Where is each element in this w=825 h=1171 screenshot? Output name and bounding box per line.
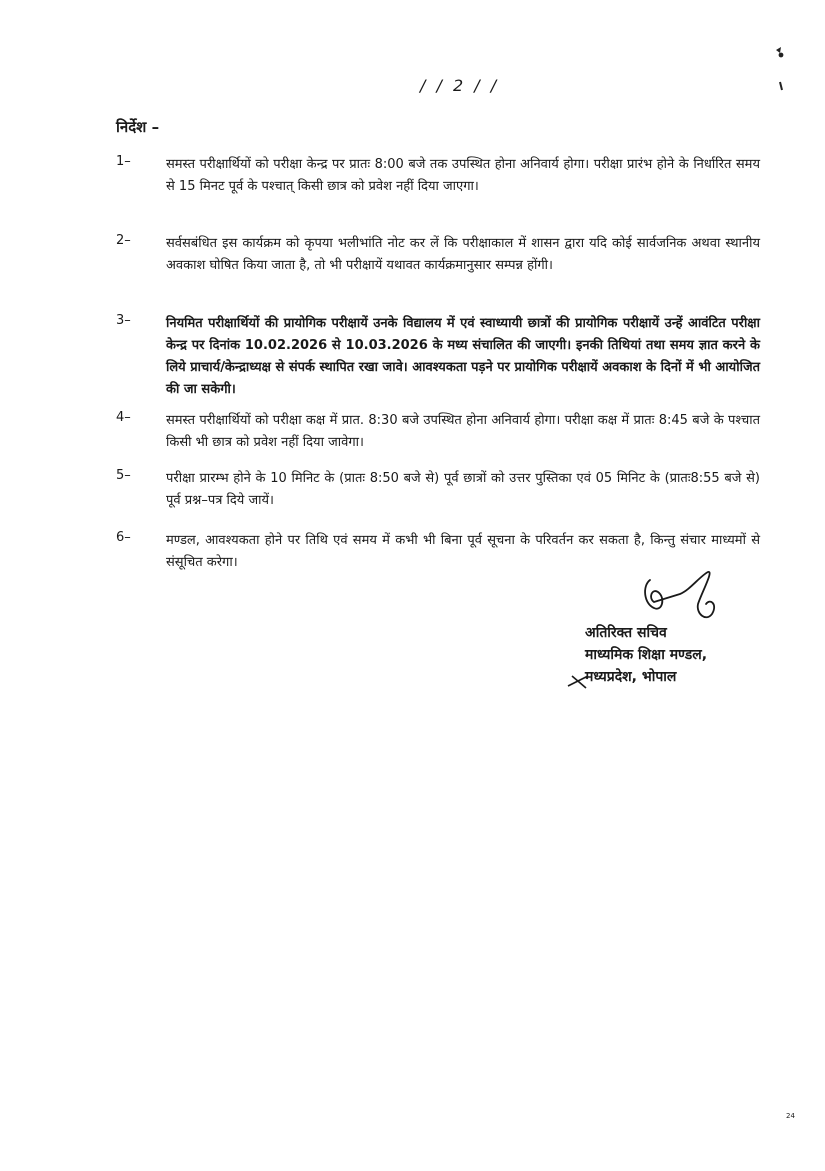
item-text: समस्त परीक्षार्थियों को परीक्षा केन्द्र पर प्रातः 8:00 बजे तक उपस्थित होना अनिवार्य होगा। परीक्षा प्रारंभ होने के निर्धारित समय से 15 मिनट पूर्व के पश्चात् किसी छात्र को प्रवेश नहीं दिया जाएगा। bbox=[166, 157, 760, 194]
item-number: 4– bbox=[116, 410, 131, 425]
item-number: 5– bbox=[116, 468, 131, 483]
initial-mark-icon bbox=[566, 672, 592, 690]
item-text: नियमित परीक्षार्थियों की प्रायोगिक परीक्षायें उनके विद्यालय में एवं स्वाध्यायी छात्रों की प्रायोगिक परीक्षायें उन्हें आवंटित परीक्षा केन्द्र पर दिनांक 10.02.2026 से 10.03.2026 के मध्य संचालित की जाएगी। इनकी तिथियां तथा समय ज्ञात करने के लिये प्राचार्य/केन्द्राध्यक्ष से संपर्क स्थापित रखा जावे। आवश्यकता पड़ने पर प्रायोगिक परीक्षायें अवकाश के दिनों में भी आयोजित की जा सकेगी। bbox=[166, 316, 760, 397]
instructions-heading: निर्देश – bbox=[116, 118, 160, 136]
signatory-location: मध्यप्रदेश, भोपाल bbox=[585, 669, 677, 685]
signature-icon bbox=[640, 568, 720, 630]
item-number: 2– bbox=[116, 233, 131, 248]
item-number: 1– bbox=[116, 154, 131, 169]
item-text: मण्डल, आवश्यकता होने पर तिथि एवं समय में कभी भी बिना पूर्व सूचना के परिवर्तन कर सकता है, किन्तु संचार माध्यमों से संसूचित करेगा। bbox=[166, 533, 760, 570]
item-text: परीक्षा प्रारम्भ होने के 10 मिनिट के (प्रातः 8:50 बजे से) पूर्व छात्रों को उत्तर पुस्तिका एवं 05 मिनिट के (प्रातः8:55 बजे से) पूर्व प्रश्न–पत्र दिये जायें। bbox=[166, 471, 760, 508]
item-number: 3– bbox=[116, 313, 131, 328]
item-text: समस्त परीक्षार्थियों को परीक्षा कक्ष में प्रात. 8:30 बजे उपस्थित होना अनिवार्य होगा। परीक्षा कक्ष में प्रातः 8:45 बजे के पश्चात किसी भी छात्र को प्रवेश नहीं दिया जावेगा। bbox=[166, 413, 760, 450]
item-number: 6– bbox=[116, 530, 131, 545]
signature-block bbox=[585, 622, 785, 688]
signatory-designation: अतिरिक्त सचिव bbox=[585, 625, 667, 641]
page-number: / / 2 / / bbox=[420, 76, 500, 95]
signatory-organisation: माध्यमिक शिक्षा मण्डल, bbox=[585, 647, 708, 663]
corner-mark-icon bbox=[772, 44, 788, 94]
footer-page-number: 24 bbox=[786, 1112, 795, 1120]
item-text: सर्वसबंधित इस कार्यक्रम को कृपया भलीभांति नोट कर लें कि परीक्षाकाल में शासन द्वारा यदि कोई सार्वजनिक अथवा स्थानीय अवकाश घोषित किया जाता है, तो भी परीक्षायें यथावत कार्यक्रमानुसार सम्पन्न होंगी। bbox=[166, 236, 760, 273]
